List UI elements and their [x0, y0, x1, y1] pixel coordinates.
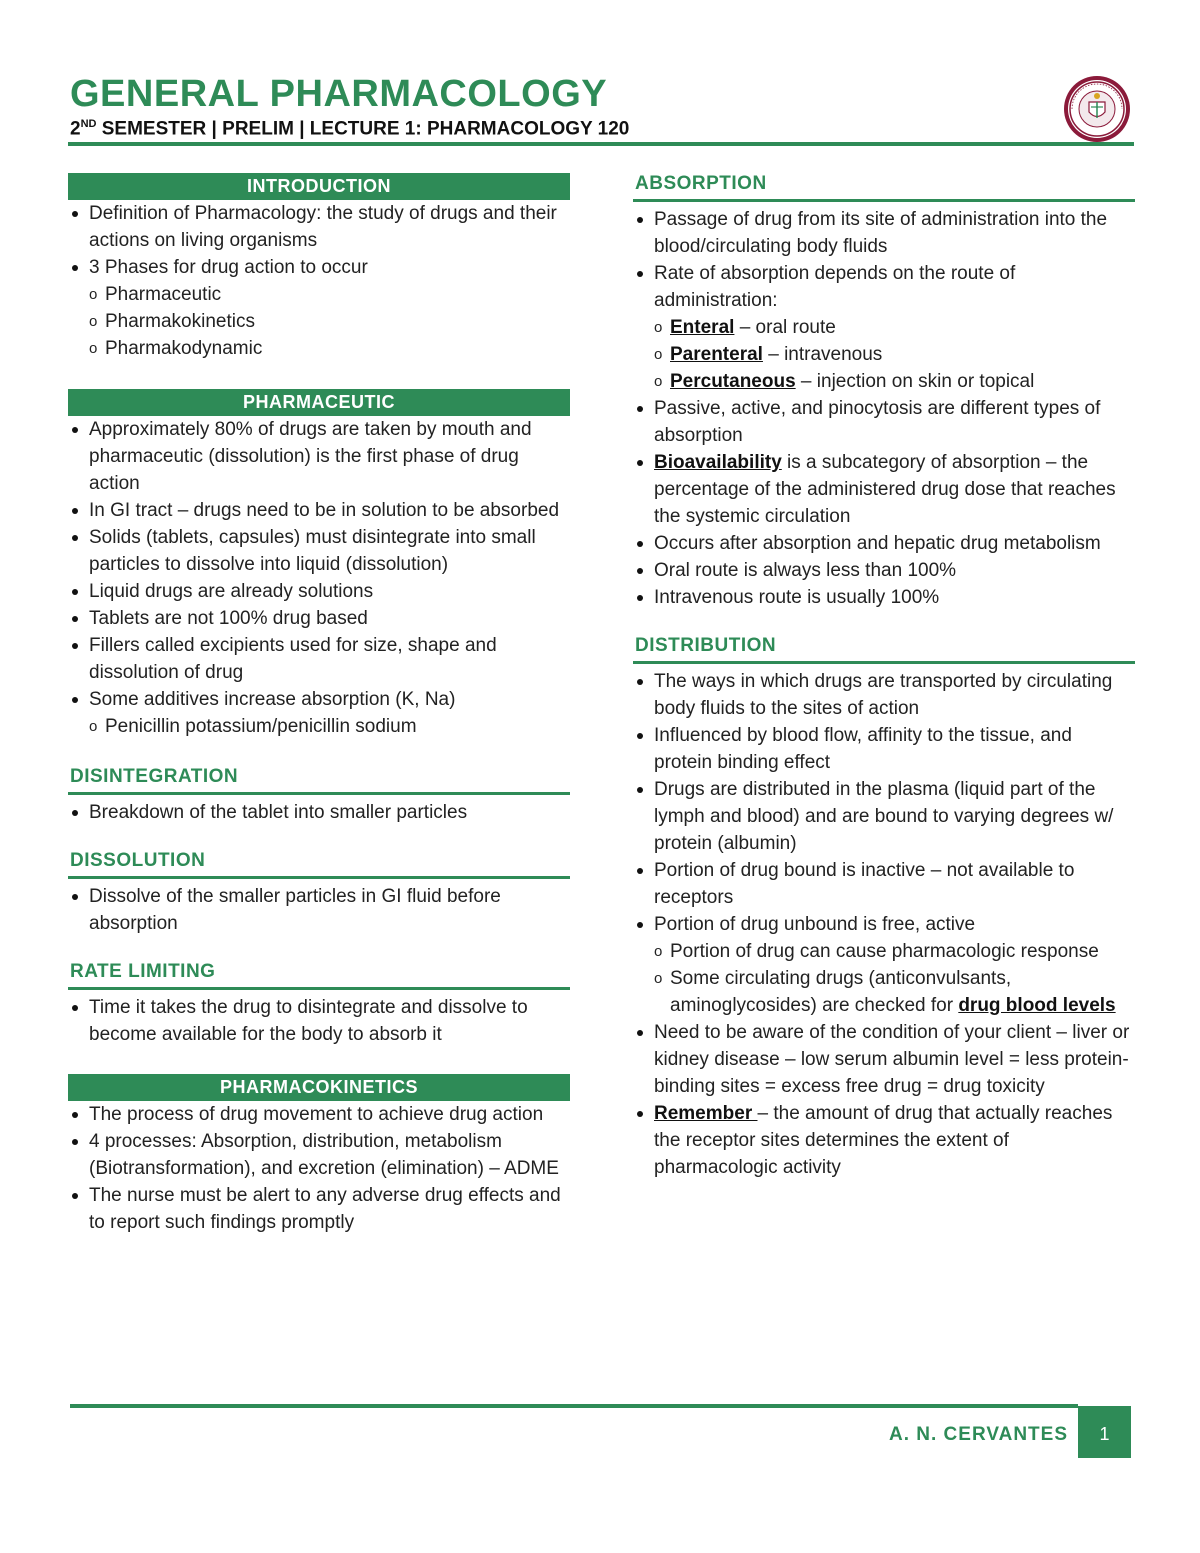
list-item: Solids (tablets, capsules) must disintegrate into small particles to dissolve into liquid (dissolution) [68, 524, 570, 578]
list-item: Rate of absorption depends on the route of administration: [633, 260, 1135, 314]
list-item: Passive, active, and pinocytosis are different types of absorption [633, 395, 1135, 449]
sub-list-item: o Penicillin potassium/penicillin sodium [68, 713, 570, 740]
list-item: Time it takes the drug to disintegrate and dissolve to become available for the body to absorb it [68, 994, 570, 1048]
document-subtitle [70, 118, 1134, 140]
sub-list-item [633, 965, 1135, 1019]
college-seal-icon [1062, 74, 1132, 144]
keyword-percutaneous: Percutaneous [670, 371, 796, 392]
list-item: The nurse must be alert to any adverse drug effects and to report such findings promptly [68, 1182, 570, 1236]
sub-list-item: o Portion of drug can cause pharmacologic response [633, 938, 1135, 965]
list-item: 4 processes: Absorption, distribution, metabolism (Biotransformation), and excretion (elimination) – ADME [68, 1128, 570, 1182]
spacer [68, 740, 570, 766]
section-heading-rate-limiting: RATE LIMITING [68, 961, 570, 990]
list-item: Passage of drug from its site of administration into the blood/circulating body fluids [633, 206, 1135, 260]
spacer [68, 1048, 570, 1074]
sub-list-item: o Pharmakokinetics [68, 308, 570, 335]
list-item: Tablets are not 100% drug based [68, 605, 570, 632]
right-column [633, 173, 1135, 1181]
bioavailability-description: is a subcategory of absorption – the percentage of the administered drug dose that reaches the systemic circulation [654, 452, 1116, 527]
keyword-enteral: Enteral [670, 317, 735, 338]
left-column [68, 173, 570, 1236]
list-item: Approximately 80% of drugs are taken by mouth and pharmaceutic (dissolution) is the first phase of drug action [68, 416, 570, 497]
list-item: Intravenous route is usually 100% [633, 584, 1135, 611]
list-item: 3 Phases for drug action to occur [68, 254, 570, 281]
dissolution-list [68, 883, 570, 937]
sub-list-item [633, 314, 1135, 341]
list-item: Portion of drug unbound is free, active [633, 911, 1135, 938]
subtitle-superscript: ND [80, 118, 97, 130]
subtitle-text: SEMESTER | PRELIM | LECTURE 1: PHARMACOLOGY 120 [96, 118, 630, 140]
header-divider [68, 142, 1134, 146]
absorption-routes-sublist [633, 314, 1135, 395]
introduction-list [68, 200, 570, 281]
list-item: Liquid drugs are already solutions [68, 578, 570, 605]
sub-list-item [633, 368, 1135, 395]
spacer [633, 611, 1135, 635]
list-item: Dissolve of the smaller particles in GI fluid before absorption [68, 883, 570, 937]
section-heading-introduction: INTRODUCTION [68, 173, 570, 200]
list-item: Oral route is always less than 100% [633, 557, 1135, 584]
percutaneous-description: – injection on skin or topical [795, 371, 1035, 392]
page-number: 1 [1078, 1406, 1131, 1458]
absorption-list [633, 206, 1135, 314]
keyword-parenteral: Parenteral [670, 344, 763, 365]
list-item: Some additives increase absorption (K, Na) [68, 686, 570, 713]
drug-levels-text: Some circulating drugs (anticonvulsants, aminoglycosides) are checked for [670, 968, 1012, 1016]
list-item: The ways in which drugs are transported by circulating body fluids to the sites of action [633, 668, 1135, 722]
spacer [68, 826, 570, 850]
section-heading-disintegration: DISINTEGRATION [68, 766, 570, 795]
list-item: Occurs after absorption and hepatic drug metabolism [633, 530, 1135, 557]
list-item [633, 449, 1135, 530]
introduction-sublist [68, 281, 570, 362]
document-header [70, 74, 1134, 140]
sub-list-item: o Pharmaceutic [68, 281, 570, 308]
document-title: GENERAL PHARMACOLOGY [70, 73, 608, 115]
rate-limiting-list [68, 994, 570, 1048]
enteral-description: – oral route [734, 317, 836, 338]
list-item: Need to be aware of the condition of your client – liver or kidney disease – low serum albumin level = less protein-binding sites = excess free drug = drug toxicity [633, 1019, 1135, 1100]
disintegration-list [68, 799, 570, 826]
section-heading-absorption: ABSORPTION [633, 173, 1135, 202]
list-item: Drugs are distributed in the plasma (liquid part of the lymph and blood) and are bound to varying degrees w/ protein (albumin) [633, 776, 1135, 857]
remember-description: – the amount of drug that actually reaches the receptor sites determines the extent of pharmacologic activity [654, 1103, 1113, 1178]
list-item [633, 1100, 1135, 1181]
list-item: Portion of drug bound is inactive – not available to receptors [633, 857, 1135, 911]
sub-list-item [633, 341, 1135, 368]
spacer [68, 362, 570, 389]
parenteral-description: – intravenous [762, 344, 883, 365]
list-item: Fillers called excipients used for size, shape and dissolution of drug [68, 632, 570, 686]
section-heading-dissolution: DISSOLUTION [68, 850, 570, 879]
pharmacokinetics-list [68, 1101, 570, 1236]
section-heading-pharmacokinetics: PHARMACOKINETICS [68, 1074, 570, 1101]
list-item: Definition of Pharmacology: the study of drugs and their actions on living organisms [68, 200, 570, 254]
pharmaceutic-sublist [68, 713, 570, 740]
subtitle-number: 2 [70, 118, 81, 140]
absorption-list-continued [633, 395, 1135, 611]
section-heading-distribution: DISTRIBUTION [633, 635, 1135, 664]
keyword-remember: Remember [654, 1103, 758, 1124]
distribution-list-continued [633, 1019, 1135, 1181]
keyword-drug-blood-levels: drug blood levels [958, 995, 1116, 1016]
keyword-bioavailability: Bioavailability [654, 452, 782, 473]
footer-divider [70, 1404, 1078, 1408]
footer-author: A. N. CERVANTES [889, 1424, 1068, 1445]
pharmaceutic-list [68, 416, 570, 713]
list-item: In GI tract – drugs need to be in solution to be absorbed [68, 497, 570, 524]
list-item: Breakdown of the tablet into smaller particles [68, 799, 570, 826]
distribution-list [633, 668, 1135, 938]
distribution-sublist [633, 938, 1135, 1019]
section-heading-pharmaceutic: PHARMACEUTIC [68, 389, 570, 416]
spacer [68, 937, 570, 961]
list-item: Influenced by blood flow, affinity to the tissue, and protein binding effect [633, 722, 1135, 776]
sub-list-item: o Pharmakodynamic [68, 335, 570, 362]
list-item: The process of drug movement to achieve drug action [68, 1101, 570, 1128]
